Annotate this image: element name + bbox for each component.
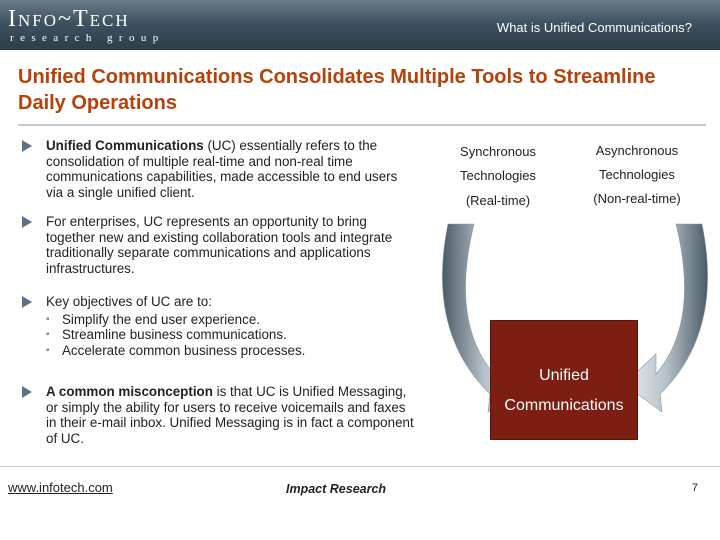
sync-label-1: Synchronous — [460, 144, 536, 159]
bullet-arrow-icon — [22, 140, 32, 152]
uc-box-line2: Communications — [504, 397, 624, 414]
page-number: 7 — [691, 482, 698, 494]
sub-bullet-text: Accelerate common business processes. — [62, 342, 306, 358]
slide-title: Unified Communications Consolidates Multiple Tools to Streamline Daily Operations — [18, 66, 656, 114]
bullet-text: is that UC is Unified Messaging, or simply the ability for users to receive voicemails and faxes in their e-mail inbox. Unified Messaging is in fact a component of UC. — [46, 384, 414, 446]
bullet-item — [22, 294, 305, 358]
sub-bullet-dot-icon: ▪ — [46, 344, 50, 356]
sub-bullet-item — [46, 327, 305, 343]
sync-label-3: (Real-time) — [465, 193, 531, 208]
bullet-text: For enterprises, UC represents an opportunity to bring together new and existing collaboration tools and integrate traditionally separate communications and applications infrastructures. — [46, 214, 393, 276]
bullet-arrow-icon — [22, 296, 32, 308]
sub-bullet-dot-icon: ▪ — [46, 313, 50, 325]
sub-bullet-text: Simplify the end user experience. — [62, 311, 260, 327]
infotech-logo — [8, 6, 165, 44]
website-link[interactable]: www.infotech.com — [8, 480, 113, 495]
sub-bullet-list — [46, 312, 305, 359]
sync-label-2: Technologies — [460, 168, 536, 183]
sub-bullet-text: Streamline business communications. — [62, 327, 287, 343]
section-title: What is Unified Communications? — [496, 20, 692, 35]
logo-sub-text: research group — [10, 32, 165, 44]
async-label-1: Asynchronous — [595, 143, 679, 158]
async-label-3: (Non-real-time) — [593, 191, 681, 206]
header-bar — [0, 0, 720, 50]
sub-bullet-item — [46, 343, 305, 359]
bullet-item — [22, 138, 417, 200]
bullet-arrow-icon — [22, 216, 32, 228]
bullet-arrow-icon — [22, 386, 32, 398]
bullet-item — [22, 384, 417, 446]
bullet-text: Key objectives of UC are to: — [46, 294, 212, 309]
unified-communications-box — [490, 320, 638, 440]
async-label-2: Technologies — [599, 167, 675, 182]
footer-tagline: Impact Research — [286, 482, 387, 496]
bullet-text: (UC) essentially refers to the consolidation of multiple real-time and non-real time communications capabilities, made accessible to end users via a single unified client. — [46, 138, 398, 200]
uc-diagram — [430, 132, 720, 452]
sub-bullet-item — [46, 312, 305, 328]
logo-main-text: Info~Tech — [8, 6, 130, 32]
uc-box-line1: Unified — [539, 367, 589, 384]
bullet-bold-text: A common misconception — [46, 384, 213, 399]
bullet-item — [22, 214, 417, 276]
sub-bullet-dot-icon: ▪ — [46, 329, 50, 341]
title-divider — [18, 124, 706, 126]
bullet-bold-text: Unified Communications — [46, 138, 204, 153]
footer-divider — [0, 466, 720, 467]
